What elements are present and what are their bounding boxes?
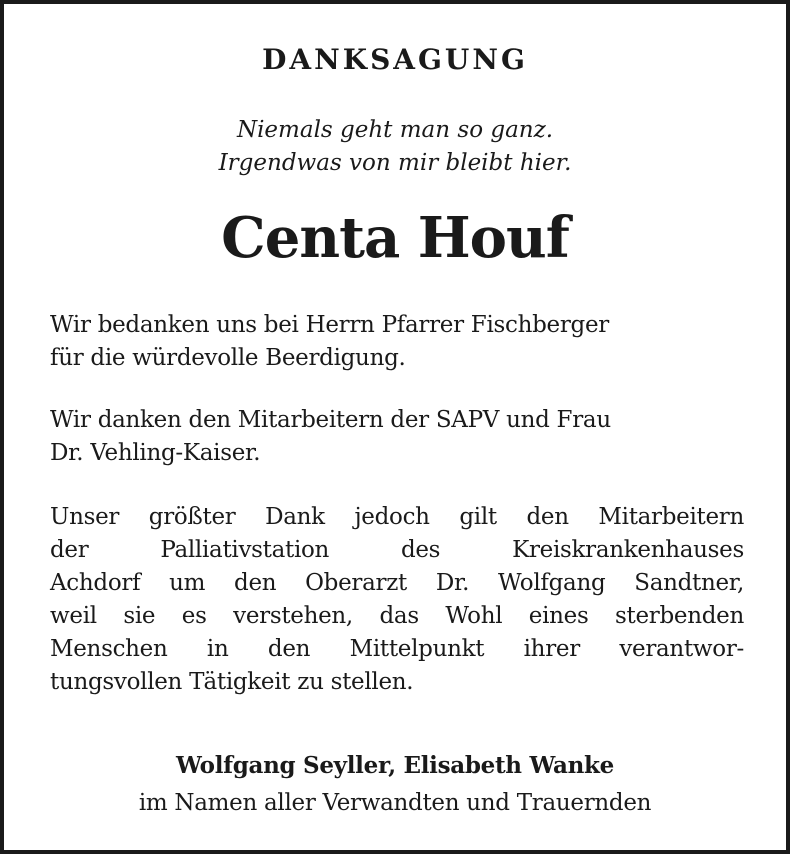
text-line: Achdorf um den Oberarzt Dr. Wolfgang Sandtner, — [50, 570, 744, 596]
text-line: Wir bedanken uns bei Herrn Pfarrer Fischberger — [50, 312, 609, 338]
thanks-paragraph-palliative — [50, 501, 744, 699]
text-line: tungsvollen Tätigkeit zu stellen. — [50, 669, 414, 695]
quote-line: Irgendwas von mir bleibt hier. — [218, 150, 572, 176]
text-line: Dr. Vehling-Kaiser. — [50, 440, 261, 466]
thanks-paragraph-priest — [50, 309, 744, 375]
text-line: der Palliativstation des Kreiskrankenhauses — [50, 537, 744, 563]
on-behalf-line: im Namen aller Verwandten und Trauernden — [138, 790, 652, 816]
signers: Wolfgang Seyller, Elisabeth Wanke — [176, 752, 614, 779]
text-line: Unser größter Dank jedoch gilt den Mitarbeitern — [50, 504, 744, 530]
deceased-name: Centa Houf — [221, 205, 569, 271]
memorial-quote — [4, 114, 786, 180]
quote-line: Niemals geht man so ganz. — [236, 117, 554, 143]
notice-heading: DANKSAGUNG — [262, 43, 528, 76]
text-line: weil sie es verstehen, das Wohl eines sterbenden — [50, 603, 744, 629]
text-line: für die würdevolle Beerdigung. — [50, 345, 406, 371]
thanks-paragraph-sapv — [50, 404, 744, 470]
text-line: Wir danken den Mitarbeitern der SAPV und Frau — [50, 407, 611, 433]
text-line: Menschen in den Mittelpunkt ihrer verantwor- — [50, 636, 744, 662]
